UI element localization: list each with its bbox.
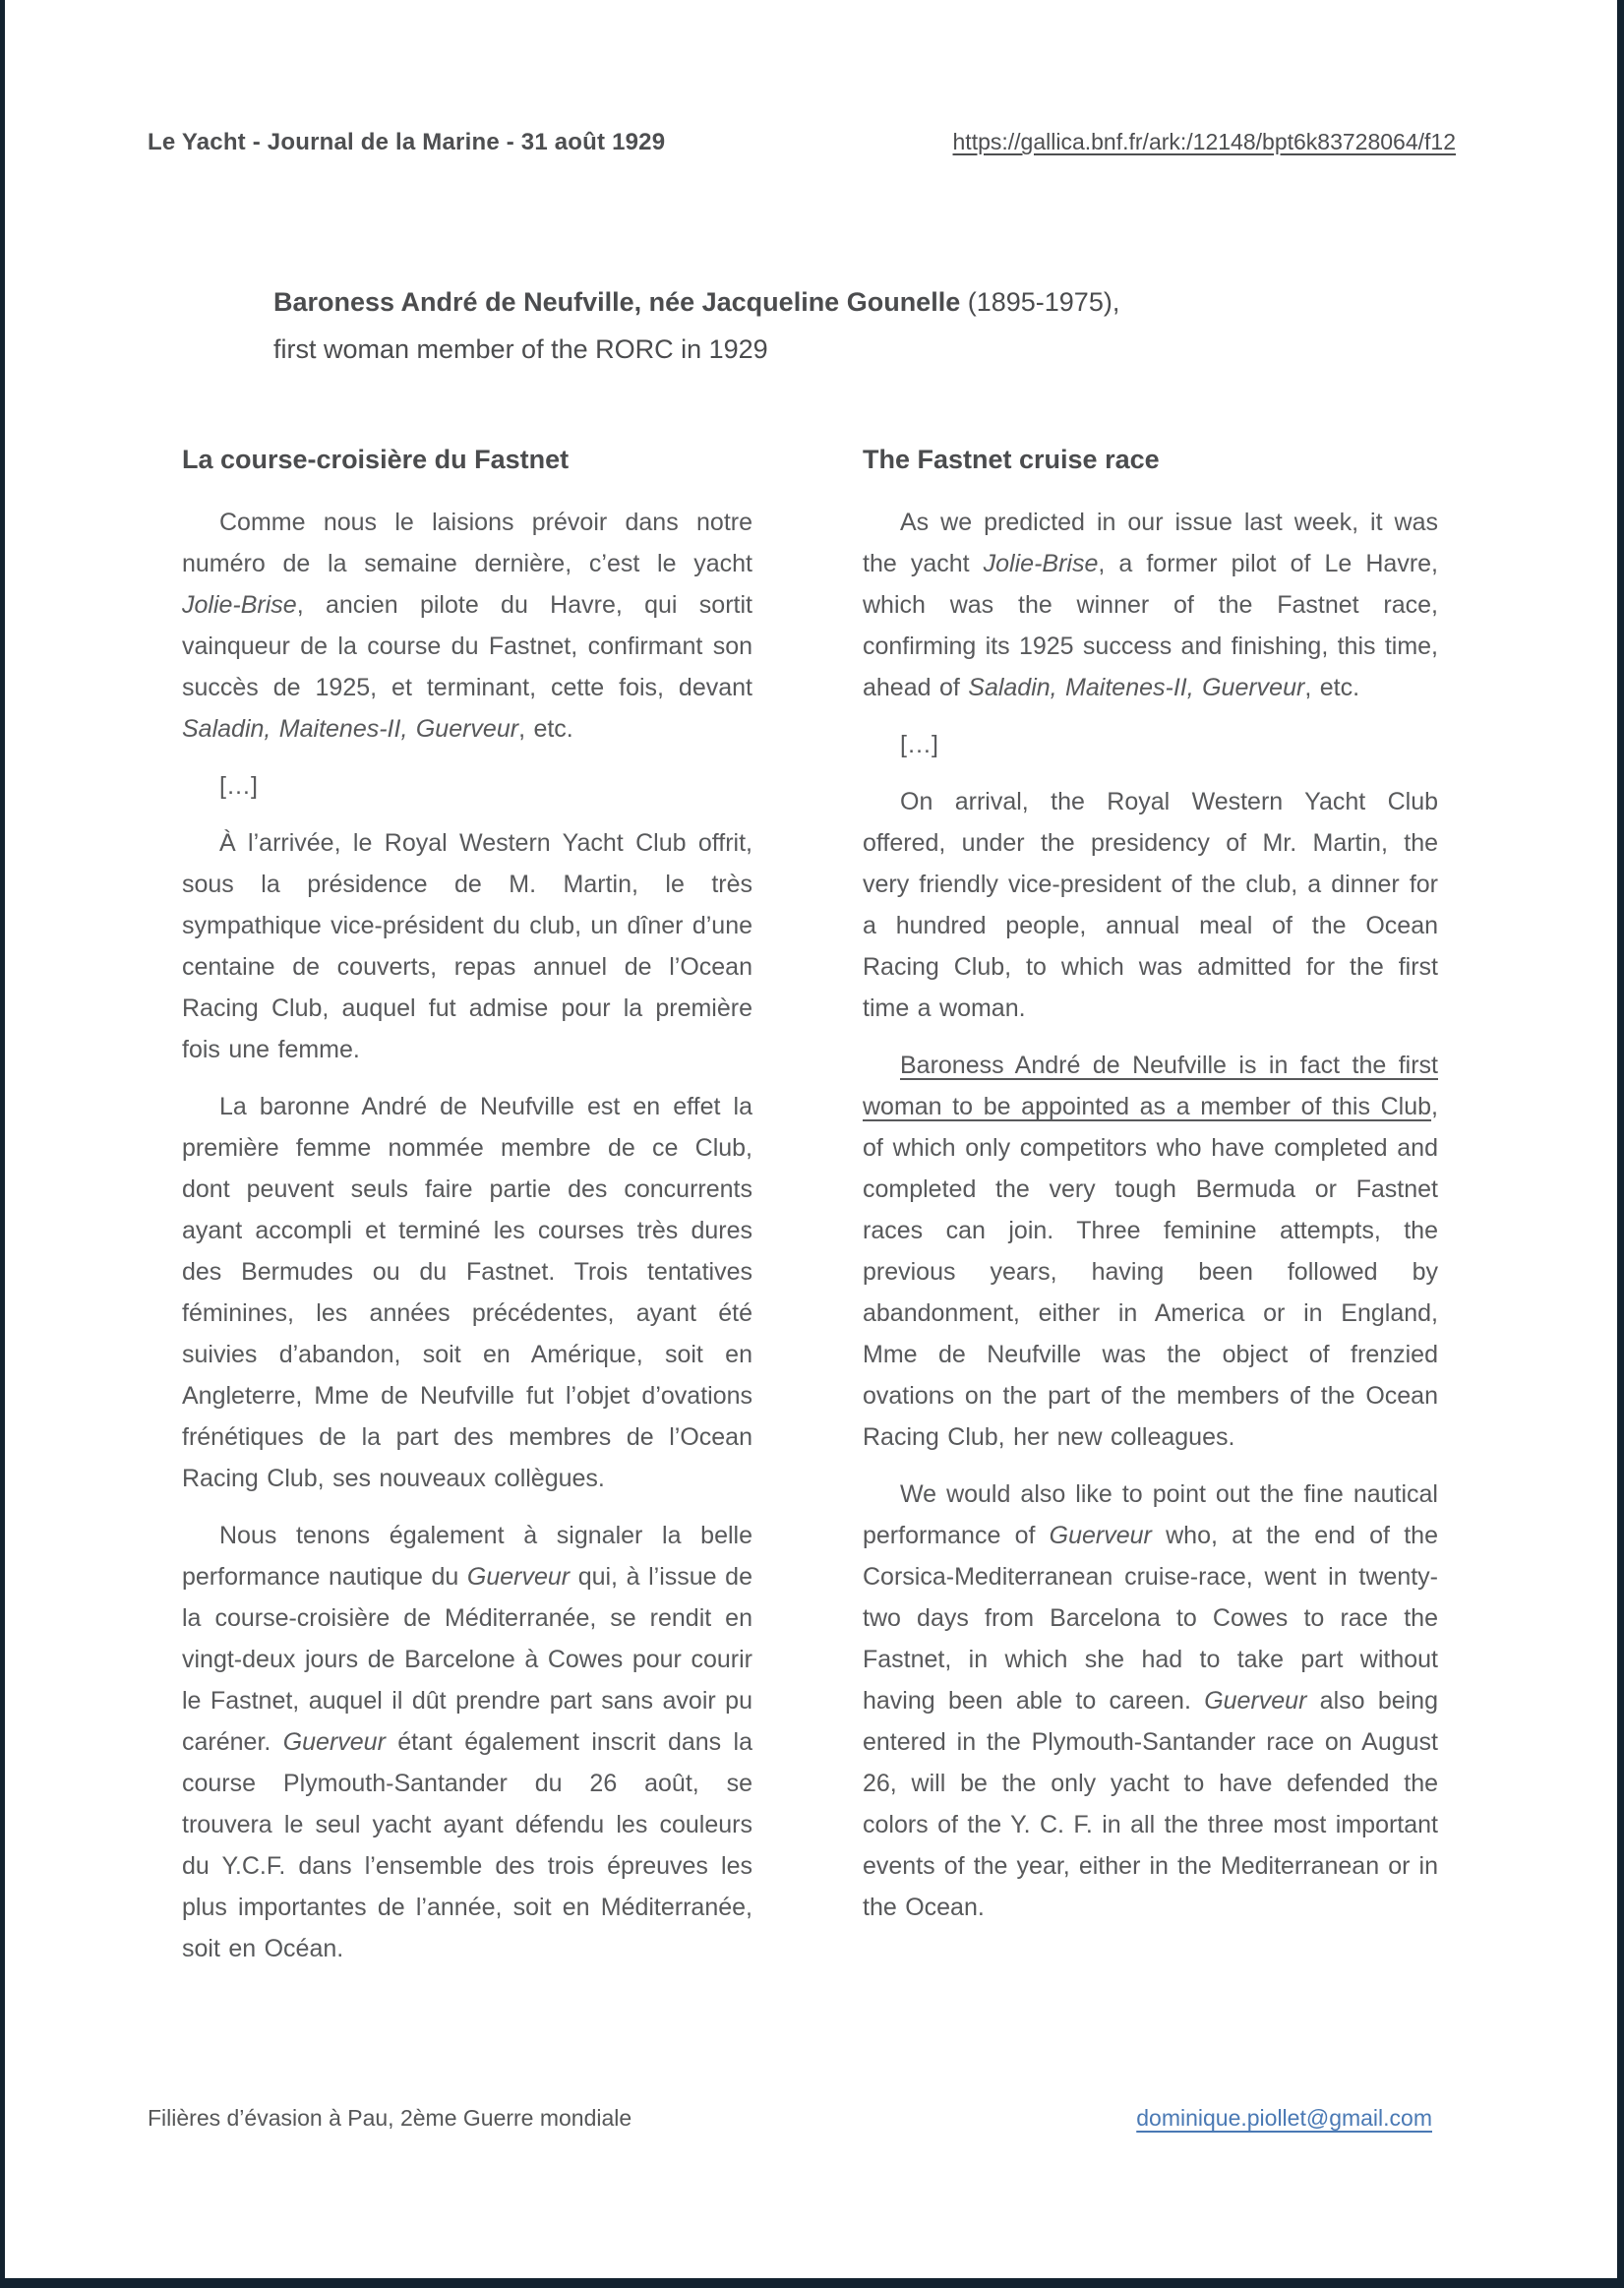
paragraph: Nous tenons également à signaler la belle performance nautique du Guerveur qui, à l’issue de la course-croisière de Méditerranée, se rendit en vingt-deux jours de Barcelone à Cowes pour courir le Fastnet, auquel il dût prendre part sans avoir pu caréner. Guerveur étant également inscrit dans la course Plymouth-Santander du 26 août, se trouvera le seul yacht ayant défendu les couleurs du Y.C.F. dans l’ensemble des trois épreuves les plus importantes de l’année, soit en Méditerranée, soit en Océan. (182, 1522, 752, 1962)
paragraph: We would also like to point out the fine nautical performance of Guerveur who, at the end of the Corsica-Mediterranean cruise-race, went in twenty-two days from Barcelona to Cowes to race the Fastnet, in which she had to take part without having been able to careen. Guerveur also being entered in the Plymouth-Santander race on August 26, will be the only yacht to have defended the colors of the Y. C. F. in all the three most important events of the year, either in the Mediterranean or in the Ocean. (863, 1480, 1438, 1921)
scan-border-bottom (0, 2278, 1624, 2288)
paragraph: La baronne André de Neufville est en effet la première femme nommée membre de ce Club, dont peuvent seuls faire partie des concurrents ayant accompli et terminé les courses très dures des Bermudes ou du Fastnet. Trois tentatives féminines, les années précédentes, ayant été suivies d’abandon, soit en Amérique, soit en Angleterre, Mme de Neufville fut l’objet d’ovations frénétiques de la part des membres de l’Ocean Racing Club, ses nouveaux collègues. (182, 1093, 752, 1492)
journal-reference: Le Yacht - Journal de la Marine - 31 août 1929 (148, 129, 666, 155)
paragraph: À l’arrivée, le Royal Western Yacht Club offrit, sous la présidence de M. Martin, le très sympathique vice-président du club, un dîner d’une centaine de couverts, repas annuel de l’Ocean Racing Club, auquel fut admise pour la première fois une femme. (182, 829, 752, 1063)
title-line-2: first woman member of the RORC in 1929 (273, 334, 768, 364)
paragraph: As we predicted in our issue last week, it was the yacht Jolie-Brise, a former pilot of Le Havre, which was the winner of the Fastnet race, confirming its 1925 success and finishing, this time, ahead of Saladin, Maitenes-II, Guerveur, etc. (863, 509, 1439, 701)
scan-border-left (0, 0, 5, 2288)
footer-note: Filières d’évasion à Pau, 2ème Guerre mondiale (148, 2105, 632, 2131)
paragraph: […] (219, 772, 258, 800)
paragraph: Comme nous le laisions prévoir dans notre numéro de la semaine dernière, c’est le yacht Jolie-Brise, ancien pilote du Havre, qui sortit vainqueur de la course du Fastnet, confirmant son succès de 1925, et terminant, cette fois, devant Saladin, Maitenes-II, Guerveur, etc. (182, 509, 752, 743)
english-column (863, 443, 1438, 1944)
title-dates: (1895-1975), (960, 287, 1120, 317)
paragraph: […] (900, 731, 938, 758)
french-column-body (182, 502, 752, 1969)
english-column-body (863, 502, 1438, 1928)
paragraph: Baroness André de Neufville is in fact the first woman to be appointed as a member of this Club, of which only competitors who have completed and completed the very tough Bermuda or Fastnet races can join. Three feminine attempts, the previous years, having been followed by abandonment, either in America or in England, Mme de Neufville was the object of frenzied ovations on the part of the members of the Ocean Racing Club, her new colleagues. (863, 1052, 1438, 1451)
french-column-heading: La course-croisière du Fastnet (182, 445, 570, 474)
paragraph: On arrival, the Royal Western Yacht Club offered, under the presidency of Mr. Martin, the very friendly vice-president of the club, a dinner for a hundred people, annual meal of the Ocean Racing Club, to which was admitted for the first time a woman. (863, 788, 1438, 1022)
scan-border-right (1617, 0, 1624, 2288)
title-line-1 (273, 278, 1355, 326)
french-column (182, 443, 752, 1985)
contact-email-link[interactable]: dominique.piollet@gmail.com (1136, 2105, 1432, 2131)
title-name: Baroness André de Neufville, née Jacqueline Gounelle (273, 287, 961, 317)
gallica-source-link[interactable]: https://gallica.bnf.fr/ark:/12148/bpt6k83728064/f12 (952, 129, 1456, 154)
document-title (273, 278, 1355, 373)
english-column-heading: The Fastnet cruise race (863, 445, 1160, 474)
